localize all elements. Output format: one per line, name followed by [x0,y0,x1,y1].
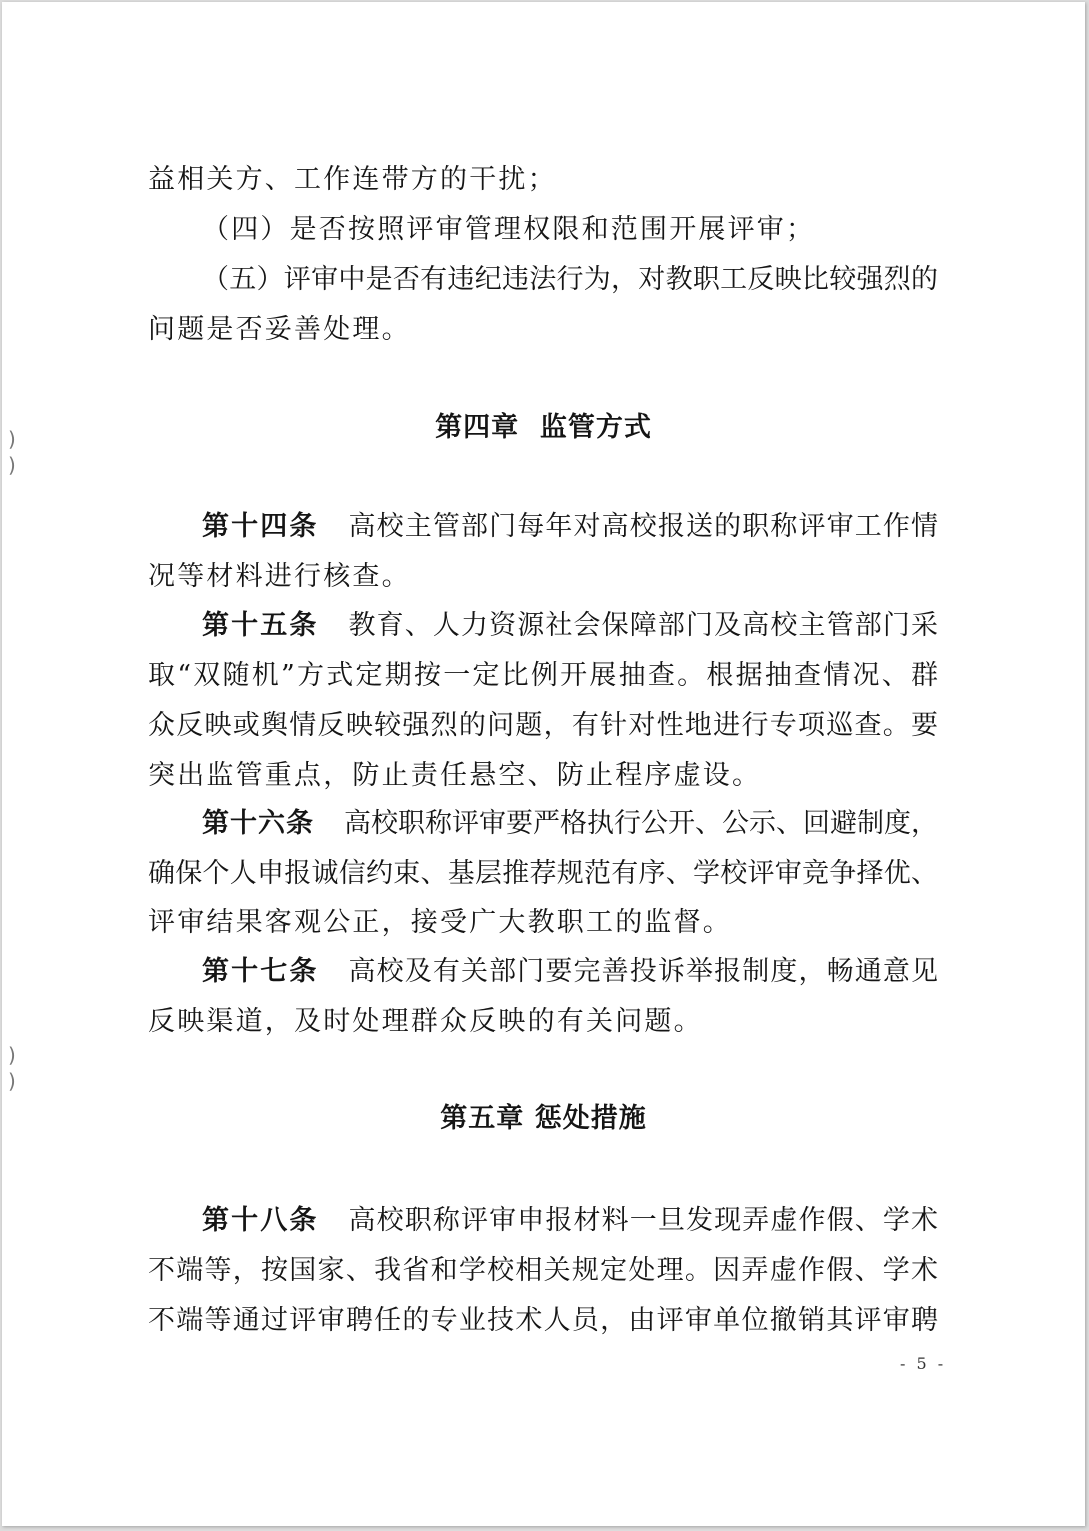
article-first-line [202,509,938,545]
paragraph-line: 反映渠道，及时处理群众反映的有关问题。 [148,1006,703,1037]
article-text: 高校职称评审申报材料一旦发现弄虚作假、学术 [348,1205,938,1236]
article-label: 第十四条 [202,511,319,542]
article-label: 第十八条 [202,1205,319,1236]
paragraph-line: 不端等，按国家、我省和学校相关规定处理。因弄虚作假、学术 [148,1255,938,1286]
article-first-line [202,806,938,842]
paragraph-line: 问题是否妥善处理。 [148,314,411,345]
paragraph-line: （五）评审中是否有违纪违法行为，对教职工反映比较强烈的 [202,264,938,295]
article-first-line [202,608,938,644]
article-first-line [202,1203,938,1239]
paragraph-line: 况等材料进行核查。 [148,561,411,592]
binding-mark: ) ) [8,1043,16,1093]
article-label: 第十七条 [202,956,319,987]
page-number: - 5 - [900,1354,947,1373]
paragraph-line: 突出监管重点，防止责任悬空、防止程序虚设。 [148,760,762,791]
binding-mark: ) ) [8,427,16,477]
article-text: 高校职称评审要严格执行公开、公示、回避制度， [344,808,938,839]
article-label: 第十五条 [202,610,319,641]
document-page [2,2,1085,1526]
article-text: 高校及有关部门要完善投诉举报制度，畅通意见 [348,956,938,987]
article-text: 教育、人力资源社会保障部门及高校主管部门采 [348,610,938,641]
article-text: 高校主管部门每年对高校报送的职称评审工作情 [348,511,938,542]
article-first-line [202,954,938,990]
paragraph-line: 评审结果客观公正，接受广大教职工的监督。 [148,907,732,938]
chapter-heading: 第四章 监管方式 [435,412,652,443]
paragraph-line: 取“双随机”方式定期按一定比例开展抽查。根据抽查情况、群 [148,660,938,691]
chapter-heading: 第五章 惩处措施 [440,1103,647,1134]
paragraph-line: （四）是否按照评审管理权限和范围开展评审； [202,214,816,245]
paragraph-line: 益相关方、工作连带方的干扰； [148,164,557,195]
paragraph-line: 确保个人申报诚信约束、基层推荐规范有序、学校评审竞争择优、 [148,858,938,889]
paragraph-line: 众反映或舆情反映较强烈的问题，有针对性地进行专项巡查。要 [148,710,938,741]
paragraph-line: 不端等通过评审聘任的专业技术人员，由评审单位撤销其评审聘 [148,1305,938,1336]
article-label: 第十六条 [202,808,314,839]
